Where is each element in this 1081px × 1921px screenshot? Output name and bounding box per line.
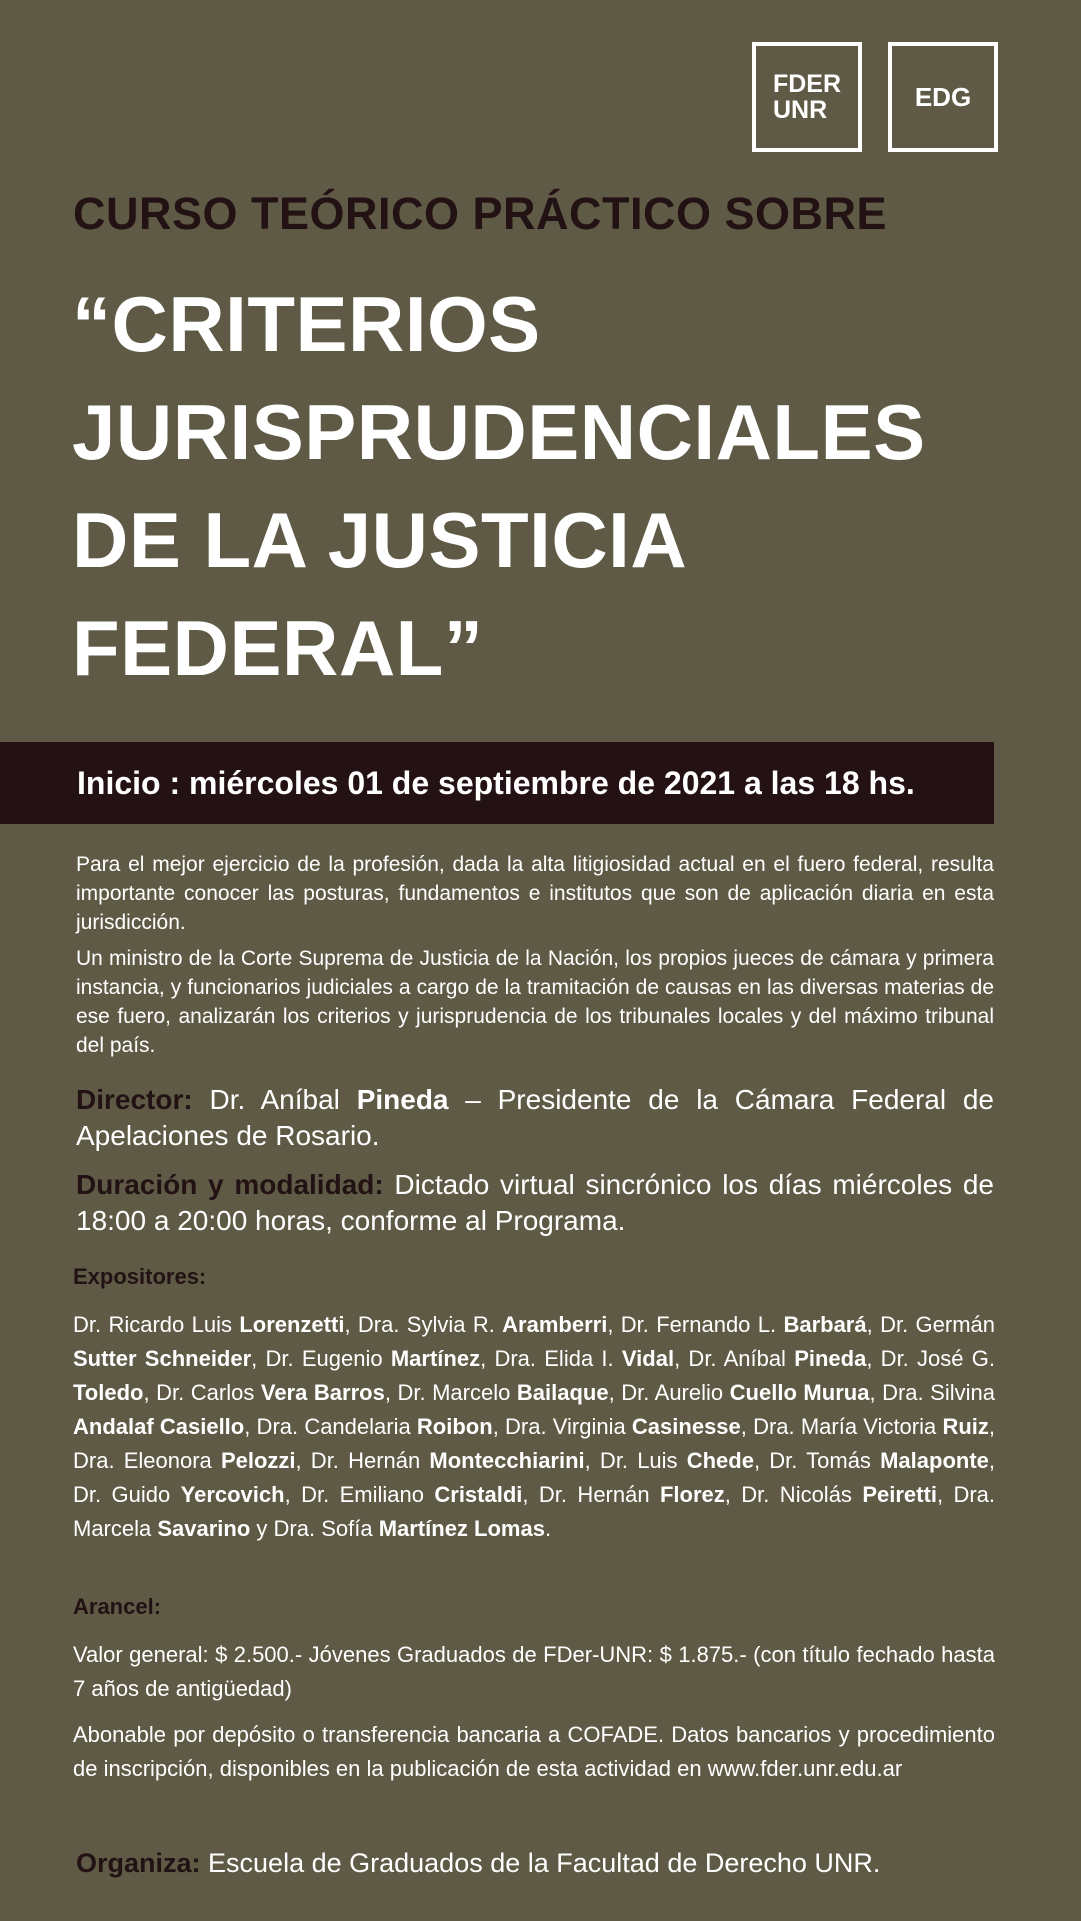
speaker-surname: Vera Barros — [260, 1380, 385, 1405]
speaker-surname: Toledo — [73, 1380, 144, 1405]
logo-unr-text: UNR — [772, 96, 828, 124]
speaker-text: , Dr. Aurelio — [608, 1380, 730, 1405]
speaker-surname: Peiretti — [862, 1482, 937, 1507]
speaker-surname: Martínez — [390, 1346, 481, 1371]
speaker-surname: Barbará — [783, 1312, 867, 1337]
intro-paragraph-2: Un ministro de la Corte Suprema de Justicia de la Nación, los propios jueces de cámara y primera instancia, y funcionarios judiciales a cargo de la tramitación de causas en las diversas materias de ese fuero, analizarán los criterios y jurisprudencia de los tribunales locales y del máximo tribunal del país. — [76, 947, 994, 1057]
speaker-surname: Chede — [686, 1448, 754, 1473]
speaker-surname: Vidal — [621, 1346, 675, 1371]
director-label: Director: — [76, 1084, 193, 1115]
speaker-text: , Dra. Sylvia R. — [344, 1312, 503, 1337]
speaker-surname: Cuello Murua — [729, 1380, 870, 1405]
speaker-text: , Dr. José G. — [866, 1346, 995, 1371]
speaker-text: , Dr. Guido — [73, 1448, 996, 1507]
speaker-text: , Dr. Eugenio — [251, 1346, 391, 1371]
speaker-text: , Dr. Emiliano — [284, 1482, 435, 1507]
speaker-surname: Roibon — [416, 1414, 493, 1439]
speaker-surname: Cristaldi — [434, 1482, 523, 1507]
speaker-text: , Dr. Marcelo — [384, 1380, 517, 1405]
speaker-text: , Dr. Hernán — [522, 1482, 660, 1507]
logo-fder-text: FDER — [772, 70, 842, 98]
speaker-text: y Dra. Sofía — [250, 1516, 379, 1541]
speaker-text: , Dr. Carlos — [143, 1380, 261, 1405]
speaker-text: , Dr. Aníbal — [674, 1346, 795, 1371]
speaker-surname: Montecchiarini — [429, 1448, 585, 1473]
speaker-surname: Yercovich — [180, 1482, 285, 1507]
speaker-text: Dr. Ricardo Luis — [73, 1312, 240, 1337]
speaker-text: , Dr. Tomás — [753, 1448, 881, 1473]
speaker-text: , Dra. Elida I. — [480, 1346, 622, 1371]
speaker-surname: Pineda — [794, 1346, 867, 1371]
organizer-line — [76, 1848, 1016, 1879]
speaker-surname: Martínez Lomas — [378, 1516, 545, 1541]
speaker-surname: Pelozzi — [220, 1448, 296, 1473]
start-date-banner — [0, 742, 994, 824]
speaker-text: , Dra. Candelaria — [244, 1414, 417, 1439]
title-line: FEDERAL” — [72, 604, 484, 692]
speaker-text: , Dr. Hernán — [295, 1448, 430, 1473]
speaker-text: , Dra. María Victoria — [740, 1414, 943, 1439]
speaker-text: , Dr. Germán — [866, 1312, 995, 1337]
director-name: Pineda — [356, 1084, 449, 1115]
speaker-text: , Dra. Silvina — [869, 1380, 995, 1405]
fee-general: Valor general: $ 2.500.- Jóvenes Graduados de FDer-UNR: $ 1.875.- (con título fechado hasta 7 años de antigüedad) — [73, 1642, 995, 1701]
director-prefix: Dr. Aníbal — [192, 1084, 357, 1115]
speaker-surname: Savarino — [157, 1516, 251, 1541]
speaker-surname: Andalaf Casiello — [73, 1414, 245, 1439]
speaker-text: . — [544, 1516, 552, 1541]
speaker-surname: Bailaque — [516, 1380, 609, 1405]
title-line: “CRITERIOS — [72, 280, 541, 368]
logo-edg-text: EDG — [914, 81, 972, 112]
speakers-list — [73, 1308, 995, 1546]
duration-info — [76, 1167, 994, 1239]
speaker-text: , Dra. Eleonora — [73, 1414, 996, 1473]
organizer-label: Organiza: — [76, 1848, 201, 1878]
speaker-text: , Dr. Luis — [584, 1448, 687, 1473]
arancel-heading: Arancel: — [73, 1594, 162, 1619]
start-date-text: Inicio : miércoles 01 de septiembre de 2021 a las 18 hs. — [77, 764, 915, 801]
course-title — [72, 270, 1032, 702]
speaker-surname: Casinesse — [631, 1414, 741, 1439]
speaker-surname: Ruiz — [942, 1414, 989, 1439]
speaker-surname: Sutter Schneider — [73, 1346, 252, 1371]
director-info — [76, 1082, 994, 1154]
speaker-text: , Dra. Virginia — [492, 1414, 632, 1439]
speaker-surname: Lorenzetti — [239, 1312, 345, 1337]
expositores-heading: Expositores: — [73, 1264, 207, 1289]
title-line: JURISPRUDENCIALES — [72, 388, 926, 476]
intro-paragraph-1: Para el mejor ejercicio de la profesión, dada la alta litigiosidad actual en el fuero federal, resulta importante conocer las posturas, fundamentos e institutos que son de aplicación diaria en esta jurisdicción. — [76, 853, 994, 934]
fee-payment-info: Abonable por depósito o transferencia bancaria a COFADE. Datos bancarios y procedimiento de inscripción, disponibles en la publicación de esta actividad en www.fder.unr.edu.ar — [73, 1722, 995, 1781]
edg-logo — [888, 42, 998, 152]
speaker-text: , Dr. Nicolás — [724, 1482, 863, 1507]
speaker-text: , Dra. Marcela — [73, 1482, 996, 1541]
speaker-surname: Florez — [659, 1482, 725, 1507]
director-role: – Presidente de la Cámara Federal de Apelaciones de Rosario. — [76, 1084, 995, 1151]
duration-label: Duración y modalidad: — [76, 1169, 384, 1200]
fder-unr-logo — [752, 42, 862, 152]
duration-text: Dictado virtual sincrónico los días miércoles de 18:00 a 20:00 horas, conforme al Programa. — [76, 1169, 994, 1236]
speaker-surname: Malaponte — [880, 1448, 989, 1473]
course-kicker: CURSO TEÓRICO PRÁCTICO SOBRE — [73, 188, 888, 239]
speaker-text: , Dr. Fernando L. — [607, 1312, 784, 1337]
organizer-text: Escuela de Graduados de la Facultad de Derecho UNR. — [200, 1848, 881, 1878]
title-line: DE LA JUSTICIA — [72, 496, 688, 584]
speaker-surname: Aramberri — [502, 1312, 608, 1337]
